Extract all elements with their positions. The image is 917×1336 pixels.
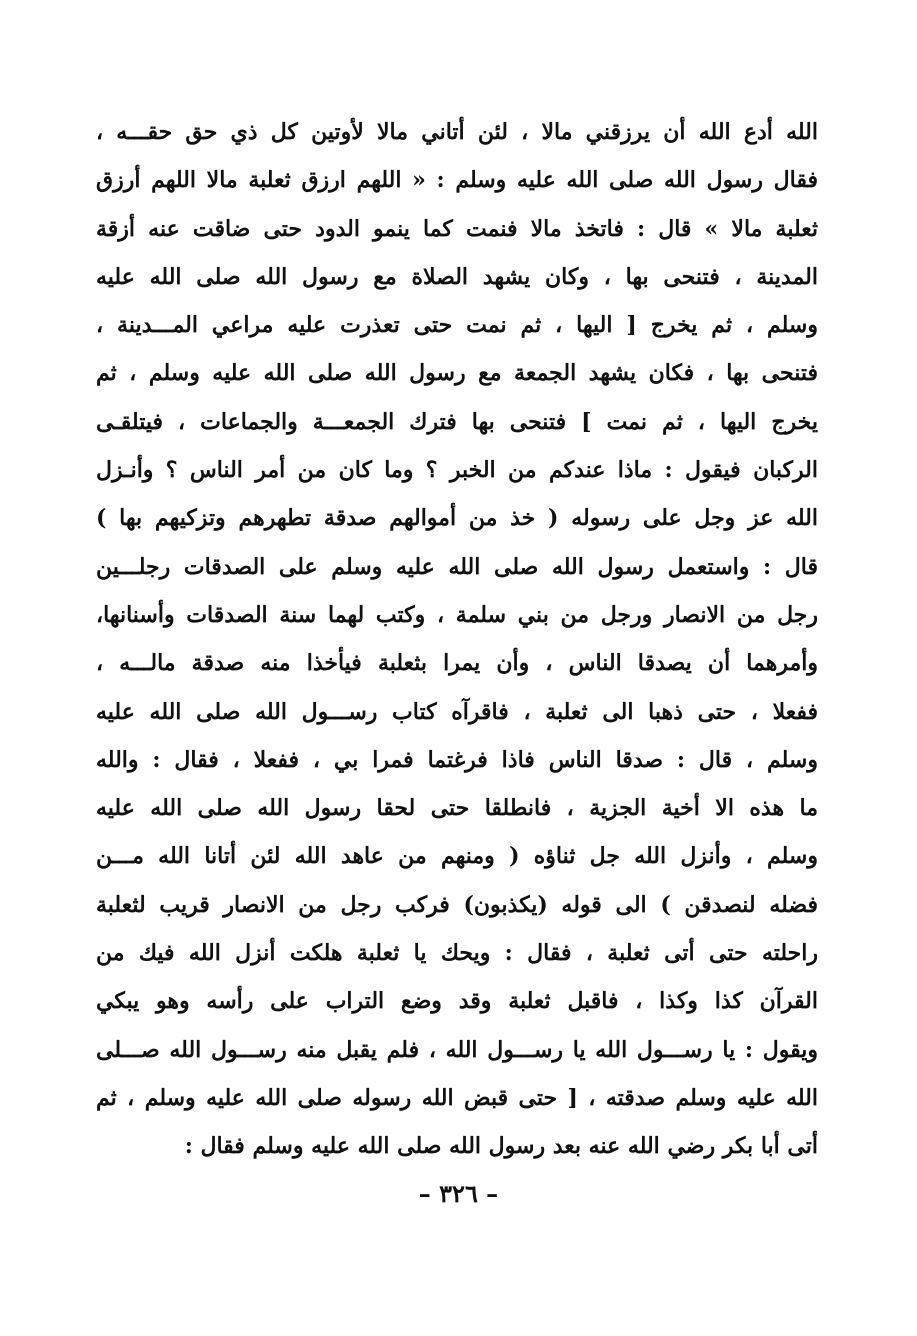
body-text (96, 108, 818, 1171)
text-line-9: الله عز وجل على رسوله ( خذ من أموالهم صدقة تطهرهم وتزكيهم بها ) (96, 505, 818, 532)
text-line-18: راحلته حتى أتى ثعلبة ، فقال : ويحك يا ثعلبة هلكت أنزل الله فيك من (96, 940, 818, 967)
text-line-15: ما هذه الا أخية الجزية ، فانطلقا حتى لحقا رسول الله صلى الله عليه (96, 795, 818, 822)
text-line-2: فقال رسول الله صلى الله عليه وسلم : « اللهم ارزق ثعلبة مالا اللهم أرزق (96, 167, 818, 194)
text-line-11: رجل من الانصار ورجل من بني سلمة ، وكتب لهما سنة الصدقات وأسنانها، (96, 601, 818, 628)
text-line-4: المدينة ، فتنحى بها ، وكان يشهد الصلاة مع رسول الله صلى الله عليه (96, 263, 818, 290)
text-line-7: يخرج اليها ، ثم نمت ] فتنحى بها فترك الجمعـــة والجماعات ، فيتلقـى (96, 408, 818, 435)
text-line-8: الركبان فيقول : ماذا عندكم من الخبر ؟ وما كان من أمر الناس ؟ وأنـزل (96, 457, 818, 484)
text-line-5: وسلم ، ثم يخرج [ اليها ، ثم نمت حتى تعذرت عليه مراعي المـــدينة ، (96, 312, 818, 339)
text-line-20: ويقول : يا رســـول الله يا رســـول الله ، فلم يقبل منه رســـول الله صـــلى (96, 1036, 818, 1063)
text-line-6: فتنحى بها ، فكان يشهد الجمعة مع رسول الله صلى الله عليه وسلم ، ثم (96, 360, 818, 387)
text-line-14: وسلم ، قال : صدقا الناس فاذا فرغتما فمرا بي ، ففعلا ، فقال : والله (96, 746, 818, 773)
text-line-16: وسلم ، وأنزل الله جل ثناؤه ( ومنهم من عاهد الله لئن أتانا الله مـــن (96, 843, 818, 870)
text-line-22: أتى أبا بكر رضي الله عنه بعد رسول الله صلى الله عليه وسلم فقال : (184, 1133, 818, 1160)
text-line-17: فضله لنصدقن ) الى قوله (يكذبون) فركب رجل من الانصار قريب لثعلبة (96, 891, 818, 918)
text-line-13: ففعلا ، حتى ذهبا الى ثعلبة ، فاقرآه كتاب رســـول الله صلى الله عليه (96, 698, 818, 725)
text-line-19: القرآن كذا وكذا ، فاقبل ثعلبة وقد وضع التراب على رأسه وهو يبكي (96, 988, 818, 1015)
text-line-3: ثعلبة مالا » قال : فاتخذ مالا فنمت كما ينمو الدود حتى ضاقت عنه أزقة (96, 215, 818, 242)
text-line-10: قال : واستعمل رسول الله صلى الله عليه وسلم على الصدقات رجلـــين (96, 553, 818, 580)
page-number: – ٣٢٦ – (418, 1179, 499, 1208)
text-line-21: الله عليه وسلم صدقته ، [ حتى قبض الله رسوله صلى الله عليه وسلم ، ثم (96, 1084, 818, 1111)
text-line-12: وأمرهما أن يصدقا الناس ، وأن يمرا بثعلبة فيأخذا منه صدقة مالـــه ، (96, 650, 818, 677)
text-line-1: الله أدع الله أن يرزقني مالا ، لئن أتاني مالا لأوتين كل ذي حق حقـــه ، (96, 119, 818, 145)
